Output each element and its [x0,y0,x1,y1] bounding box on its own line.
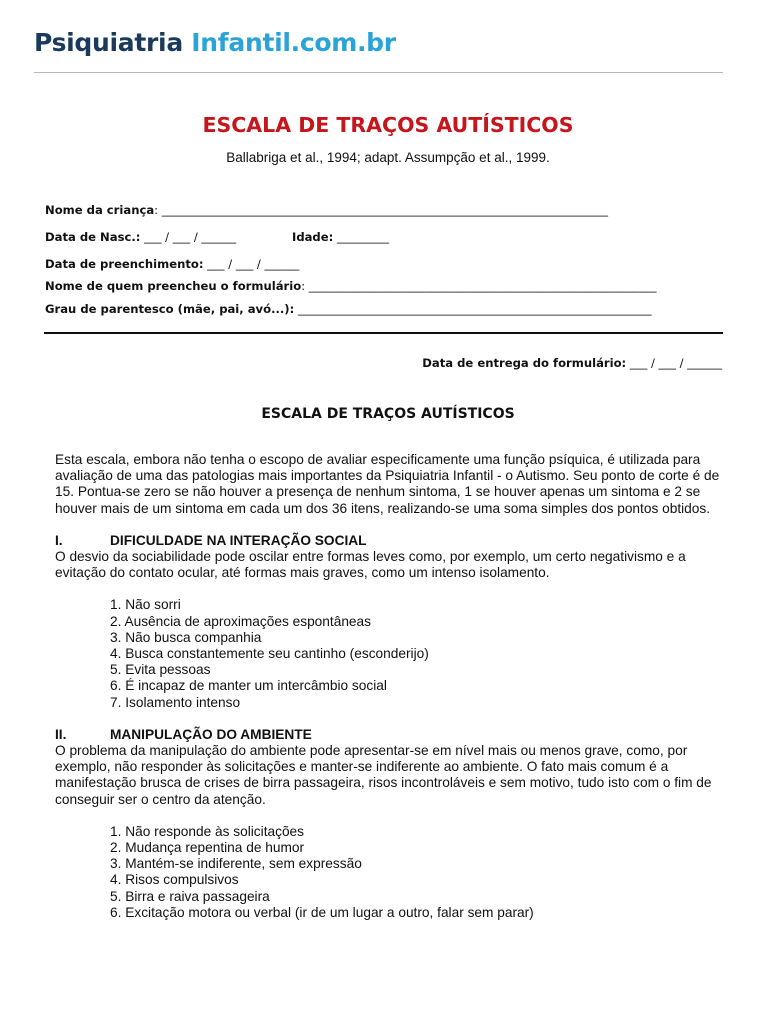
field-blank: ___ / ___ / ______ [626,356,722,370]
field-fill-date[interactable] [45,257,299,271]
field-label: Data de preenchimento: [45,257,204,271]
section-description: O problema da manipulação do ambiente pode apresentar-se em nível mais ou menos grave, como, por exemplo, não responder às solicitações e manter-se indiferente ao ambiente. O fato mais comum é a manifestação brusca de crises de birra passageira, risos incontroláveis e sem motivo, tudo isto com o fim de conseguir ser o centro da atenção. [55,743,712,807]
document-title: ESCALA DE TRAÇOS AUTÍSTICOS [202,113,574,137]
section-number: I. [55,532,63,548]
header-divider [34,72,723,73]
list-item: 5. Birra e raiva passageira [110,888,270,904]
list-item: 3. Mantém-se indiferente, sem expressão [110,856,362,872]
list-item: 2. Mudança repentina de humor [110,840,305,856]
section-title: MANIPULAÇÃO DO AMBIENTE [110,726,312,742]
citation: Ballabriga et al., 1994; adapt. Assumpção et al., 1999. [226,150,550,165]
field-label: Grau de parentesco (mãe, pai, avó...): [45,302,295,316]
intro-paragraph: Esta escala, embora não tenha o escopo de avaliar especificamente uma função psíquica, é utilizada para avaliação de uma das patologias mais importantes da Psiquiatria Infantil - o Autismo. Seu ponto de corte é de 15. Pontua-se zero se não houver a presença de nenhum sintoma, 1 se houver apenas um sintoma e 2 se houver mais de um sintoma em cada um dos 36 itens, realizando-se uma soma simples dos pontos obtidos. [55,452,720,516]
field-blank: _________ [333,230,390,244]
field-label: Data de Nasc.: [45,230,141,244]
field-label: Idade: [292,230,334,244]
list-item: 1. Não responde às solicitações [110,823,305,839]
field-blank: ___ / ___ / ______ [203,257,300,271]
list-item: 6. Excitação motora ou verbal (ir de um lugar a outro, falar sem parar) [110,904,534,920]
logo-text-psiquiatria: Psiquiatria [34,28,192,57]
field-label: Data de entrega do formulário: [422,356,627,370]
site-logo[interactable] [34,28,396,57]
section-heading-social [55,533,725,549]
logo-text-infantil: Infantil.com.br [191,28,396,57]
document-body [55,452,725,921]
item-list-social [55,597,725,710]
section-description: O desvio da sociabilidade pode oscilar entre formas leves como, por exemplo, um certo negativismo e a evitação do contato ocular, até formas mais graves, como um intenso isolamento. [55,549,686,581]
field-blank: ___ / ___ / ______ [140,230,237,244]
field-child-name[interactable] [45,203,608,217]
list-item: 4. Busca constantemente seu cantinho (esconderijo) [110,646,429,662]
scale-heading: ESCALA DE TRAÇOS AUTÍSTICOS [261,406,515,422]
field-age[interactable] [292,230,389,244]
field-kinship[interactable] [45,302,652,316]
list-item: 4. Risos compulsivos [110,872,239,888]
section-number: II. [55,726,67,742]
field-blank: : ____________________________________________________________ [301,279,657,293]
list-item: 5. Evita pessoas [110,662,211,678]
form-divider [44,332,723,334]
field-blank: : _____________________________________________________________________________ [154,203,609,217]
section-title: DIFICULDADE NA INTERAÇÃO SOCIAL [110,532,367,548]
field-filler-name[interactable] [45,279,657,293]
list-item: 6. É incapaz de manter um intercâmbio social [110,678,387,694]
list-item: 7. Isolamento intenso [110,694,241,710]
field-delivery-date[interactable] [422,356,722,370]
list-item: 1. Não sorri [110,597,181,613]
list-item: 2. Ausência de aproximações espontâneas [110,613,371,629]
field-label: Nome de quem preencheu o formulário [45,279,302,293]
section-heading-environment [55,727,725,743]
list-item: 3. Não busca companhia [110,629,262,645]
field-label: Nome da criança [45,203,155,217]
item-list-environment [55,824,725,921]
field-birth-date[interactable] [45,230,236,244]
field-blank: _____________________________________________________________ [294,302,652,316]
